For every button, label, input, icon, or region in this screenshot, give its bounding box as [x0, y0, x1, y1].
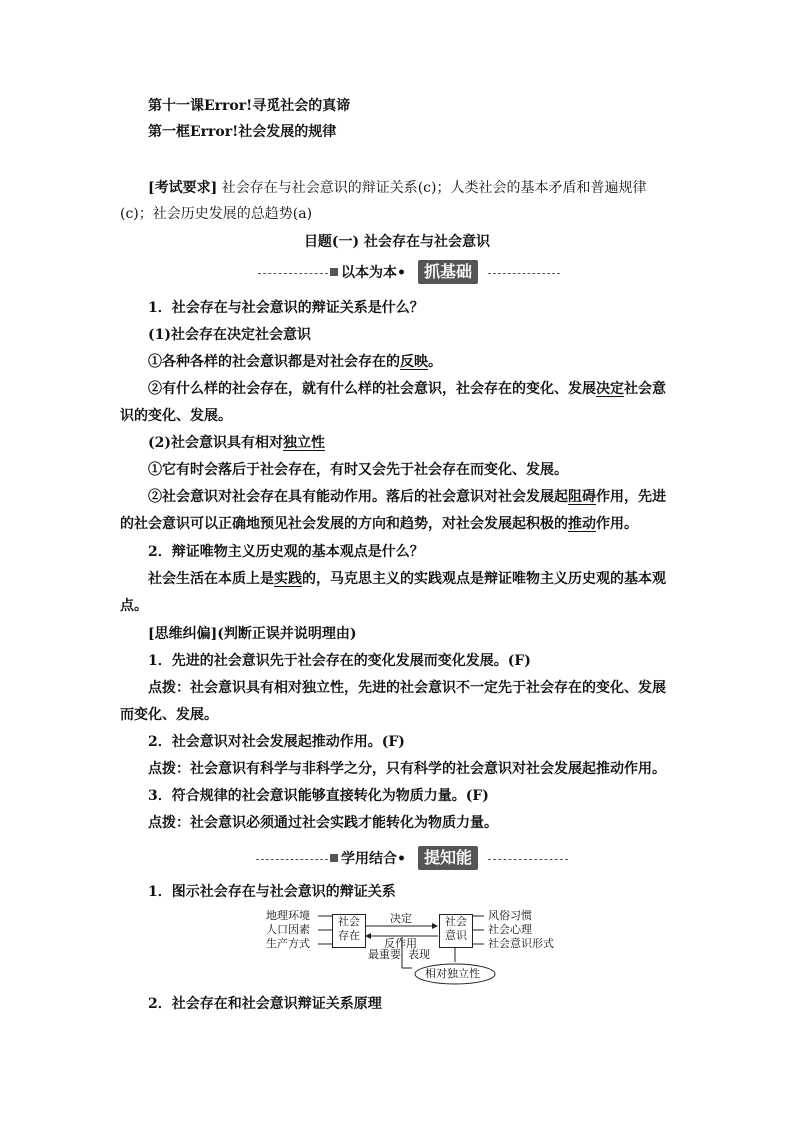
- topic-heading: 目题(一) 社会存在与社会意识: [303, 234, 491, 250]
- banner-rule-right: [488, 859, 568, 860]
- banner-label: 学用结合•: [341, 851, 406, 867]
- square-bullet-icon: [330, 854, 338, 862]
- arrow-label-reaction: 反作用: [384, 937, 417, 950]
- requirements-line2: (c)；社会历史发展的总趋势(a): [120, 206, 313, 222]
- answer-2: 社会生活在本质上是实践的，马克思主义的实践观点是辩证唯物主义历史观的基本观: [148, 571, 666, 587]
- diagram-right-item: 社会意识形式: [488, 937, 554, 950]
- requirements-line1: 社会存在与社会意识的辩证关系(c)；人类社会的基本矛盾和普遍规律: [221, 180, 647, 196]
- thinking-hint-2: 点拨：社会意识有科学与非科学之分，只有科学的社会意识对社会发展起推动作用。: [148, 761, 666, 777]
- square-bullet-icon: [330, 268, 338, 276]
- underlined-answer: 实践: [274, 571, 302, 587]
- banner-rule-left: [256, 859, 328, 860]
- banner-rule-right: [488, 273, 560, 274]
- relation-diagram: [262, 906, 562, 996]
- diagram-left-item: 人口因素: [266, 923, 310, 936]
- diagram-left-item: 地理环境: [266, 909, 310, 922]
- arrow-label-decides: 决定: [390, 912, 412, 925]
- answer-2-cont: 点。: [120, 598, 148, 614]
- box-social-consciousness: 社会 意识: [439, 914, 473, 948]
- diagram-right-item: 风俗习惯: [488, 909, 532, 922]
- oval-relative-independence: 相对独立性: [425, 967, 480, 980]
- lesson-title: 第十一课Error!寻觅社会的真谛: [148, 98, 351, 114]
- thinking-item-2: 2．社会意识对社会发展起推动作用。(F): [148, 734, 405, 750]
- frame-title: 第一框Error!社会发展的规律: [148, 124, 337, 140]
- thinking-tag: [思维纠偏](判断正误并说明理由): [148, 626, 357, 642]
- point-2-title: (2)社会意识具有相对独立性: [148, 435, 325, 451]
- application-item-2: 2．社会存在和社会意识辩证关系原理: [148, 996, 382, 1012]
- banner-rule-left: [258, 273, 328, 274]
- label-most-important: 最重要: [368, 948, 401, 961]
- section-banner-application: [0, 846, 794, 872]
- thinking-hint-1: 点拨：社会意识具有相对独立性，先进的社会意识不一定先于社会存在的变化、发展: [148, 680, 666, 696]
- box-social-existence: 社会 存在: [332, 914, 366, 948]
- underlined-answer: 推动: [568, 516, 596, 532]
- question-2: 2．辩证唯物主义历史观的基本观点是什么？: [148, 544, 424, 560]
- requirements-tag: [考试要求]: [148, 180, 218, 196]
- point-1-title: (1)社会存在决定社会意识: [148, 327, 311, 343]
- underlined-answer: 独立性: [283, 435, 325, 451]
- point-1b-cont: 识的变化、发展。: [120, 408, 232, 424]
- thinking-item-1: 1．先进的社会意识先于社会存在的变化发展而变化发展。(F): [148, 653, 531, 669]
- point-2b: ②社会意识对社会存在具有能动作用。落后的社会意识对社会发展起阻碍作用，先进: [148, 489, 666, 505]
- underlined-answer: 决定: [596, 381, 624, 397]
- point-2a: ①它有时会落后于社会存在，有时又会先于社会存在而变化、发展。: [148, 462, 568, 478]
- point-1a: ①各种各样的社会意识都是对社会存在的反映。: [148, 354, 442, 370]
- thinking-hint-3: 点拨：社会意识必须通过社会实践才能转化为物质力量。: [148, 815, 498, 831]
- diagram-left-item: 生产方式: [266, 937, 310, 950]
- question-1: 1．社会存在与社会意识的辩证关系是什么？: [148, 300, 424, 316]
- point-1b: ②有什么样的社会存在，就有什么样的社会意识，社会存在的变化、发展决定社会意: [148, 381, 666, 397]
- banner-label: 以本为本•: [341, 265, 406, 281]
- exam-requirements: [148, 178, 646, 198]
- thinking-hint-1-cont: 而变化、发展。: [120, 707, 218, 723]
- section-banner-basics: [0, 260, 794, 286]
- diagram-right-item: 社会心理: [488, 923, 532, 936]
- underlined-answer: 反映: [400, 354, 428, 370]
- thinking-item-3: 3．符合规律的社会意识能够直接转化为物质力量。(F): [148, 788, 489, 804]
- label-manifestation: 表现: [408, 948, 430, 961]
- banner-box: 提知能: [418, 846, 478, 870]
- underlined-answer: 阻碍: [568, 489, 596, 505]
- banner-box: 抓基础: [418, 260, 478, 284]
- application-item-1: 1．图示社会存在与社会意识的辩证关系: [148, 884, 396, 900]
- point-2b-cont: 的社会意识可以正确地预见社会发展的方向和趋势，对社会发展起积极的推动作用。: [120, 516, 638, 532]
